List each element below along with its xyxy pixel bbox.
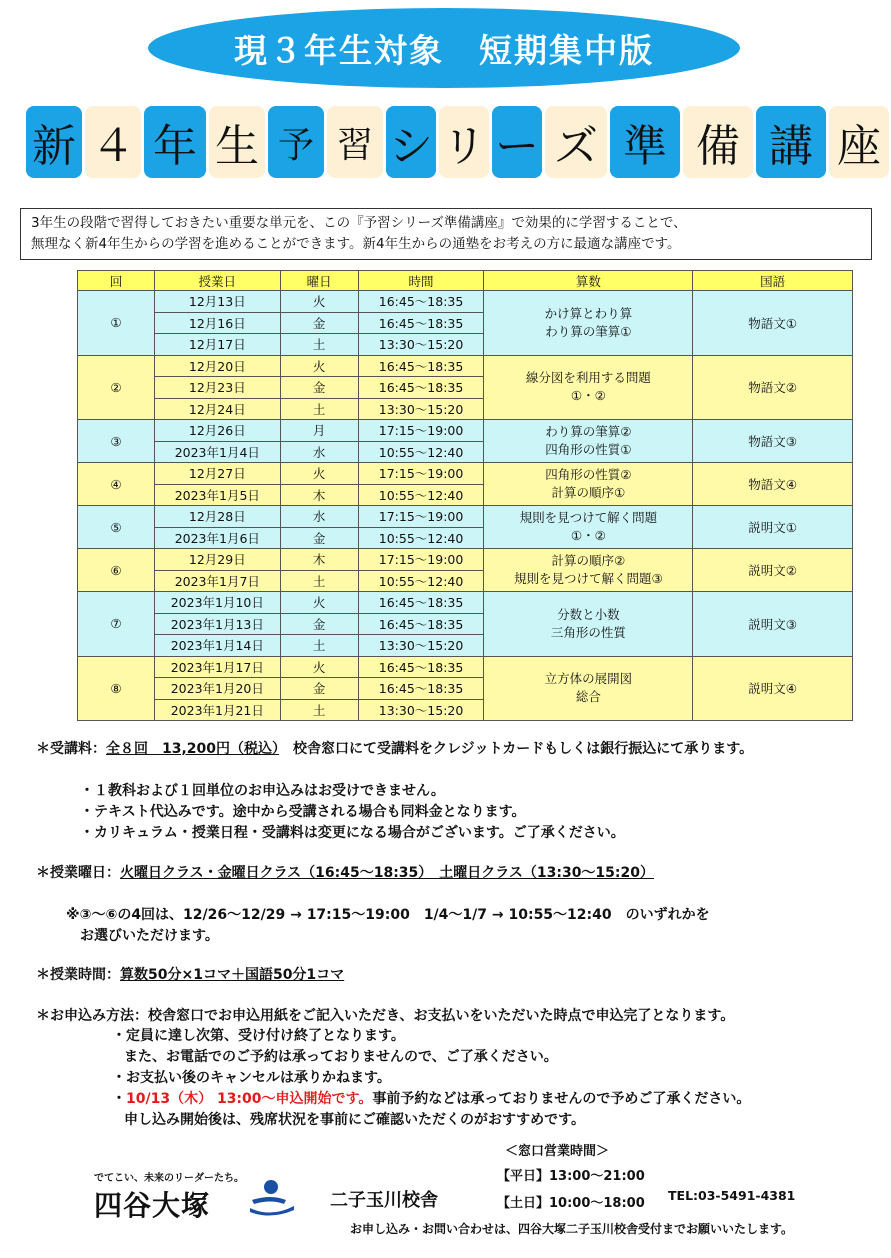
time-line — [36, 964, 344, 984]
title-char-tile: 備 — [683, 106, 753, 178]
days-value: 火曜日クラス・金曜日クラス（16:45～18:35） 土曜日クラス（13:30～15:20） — [120, 865, 654, 881]
session-number: ⑧ — [78, 656, 155, 721]
cell-weekday: 土 — [280, 699, 358, 721]
header-cell: 国語 — [693, 271, 853, 291]
japanese-topic: 物語文② — [693, 355, 853, 420]
japanese-topic: 説明文③ — [693, 592, 853, 657]
cell-date: 2023年1月14日 — [154, 635, 280, 657]
cell-weekday: 土 — [280, 635, 358, 657]
apply-item: ・定員に達し次第、受け付け終了となります。 — [112, 1028, 405, 1044]
cell-time: 16:45～18:35 — [358, 312, 484, 334]
cell-date: 2023年1月21日 — [154, 699, 280, 721]
math-topic-line: かけ算とわり算 — [544, 305, 633, 321]
cell-time: 13:30～15:20 — [358, 699, 484, 721]
japanese-topic: 説明文② — [693, 549, 853, 592]
session-number: ③ — [78, 420, 155, 463]
time-value: 算数50分×1コマ＋国語50分1コマ — [120, 967, 345, 983]
cell-date: 12月26日 — [154, 420, 280, 442]
cell-date: 12月24日 — [154, 398, 280, 420]
note-item: ・１教科および１回単位のお申込みはお受けできません。 — [80, 783, 445, 799]
title-char-tile: 準 — [610, 106, 680, 178]
session-number: ⑦ — [78, 592, 155, 657]
apply-item — [112, 1088, 750, 1108]
office-hours-weekend: 【土日】10:00～18:00 — [497, 1196, 645, 1211]
cell-time: 16:45～18:35 — [358, 613, 484, 635]
cell-weekday: 火 — [280, 463, 358, 485]
cell-weekday: 月 — [280, 420, 358, 442]
cell-weekday: 木 — [280, 484, 358, 506]
cell-time: 16:45～18:35 — [358, 291, 484, 313]
title-char-tile: 習 — [327, 106, 383, 178]
header-cell: 授業日 — [154, 271, 280, 291]
math-topic-line: 計算の順序② — [551, 553, 626, 568]
math-topic-line: 線分図を利用する問題 — [525, 370, 651, 386]
time-label: ＊授業時間： — [36, 967, 120, 983]
brand-name: 四谷大塚 — [94, 1189, 211, 1222]
math-topic — [484, 592, 693, 657]
cell-time: 10:55～12:40 — [358, 484, 484, 506]
fee-rest: 校舎窓口にて受講料をクレジットカードもしくは銀行振込にて承ります。 — [279, 741, 754, 757]
days-note: お選びいただけます。 — [80, 928, 219, 944]
cell-time: 16:45～18:35 — [358, 678, 484, 700]
math-topic-line: ①・② — [570, 528, 606, 543]
math-topic-line: 規則を見つけて解く問題③ — [513, 571, 663, 586]
math-topic-line: ①・② — [570, 388, 606, 404]
math-topic-line: 四角形の性質② — [545, 467, 632, 482]
header-cell: 算数 — [484, 271, 693, 291]
apply-item-rest: 事前予約などは承っておりませんので予めご了承ください。 — [372, 1091, 751, 1107]
title-char-tile: シ — [386, 106, 436, 178]
cell-time: 16:45～18:35 — [358, 377, 484, 399]
cell-weekday: 水 — [280, 506, 358, 528]
note-item: ・テキスト代込みです。途中から受講される場合も同料金となります。 — [80, 804, 526, 820]
fee-line — [36, 738, 753, 758]
cell-weekday: 土 — [280, 334, 358, 356]
japanese-topic: 説明文① — [693, 506, 853, 549]
math-topic-line: 規則を見つけて解く問題 — [519, 510, 658, 525]
cell-time: 16:45～18:35 — [358, 656, 484, 678]
table-row — [78, 506, 853, 528]
table-row — [78, 463, 853, 485]
cell-weekday: 土 — [280, 398, 358, 420]
cell-weekday: 火 — [280, 656, 358, 678]
cell-date: 12月13日 — [154, 291, 280, 313]
days-line — [36, 862, 654, 882]
math-topic-line: わり算の筆算② — [545, 424, 632, 439]
cell-date: 12月20日 — [154, 355, 280, 377]
apply-line: ＊お申込み方法：校舎窓口でお申込用紙をご記入いただき、お支払いをいただいた時点で申込完了となります。 — [36, 1008, 735, 1024]
days-label: ＊授業曜日： — [36, 865, 120, 881]
header-cell: 回 — [78, 271, 155, 291]
course-title — [26, 106, 881, 178]
cell-date: 12月29日 — [154, 549, 280, 571]
japanese-topic: 物語文① — [693, 291, 853, 356]
cell-weekday: 木 — [280, 549, 358, 571]
title-char-tile: ４ — [85, 106, 141, 178]
session-number: ① — [78, 291, 155, 356]
office-hours-weekday: 【平日】13:00～21:00 — [497, 1169, 645, 1184]
cell-time: 16:45～18:35 — [358, 355, 484, 377]
apply-item: ・お支払い後のキャンセルは承りかねます。 — [112, 1070, 391, 1086]
title-char-tile: ー — [492, 106, 542, 178]
table-row — [78, 592, 853, 614]
table-row — [78, 656, 853, 678]
title-char-tile: 講 — [756, 106, 826, 178]
cell-date: 2023年1月10日 — [154, 592, 280, 614]
cell-time: 17:15～19:00 — [358, 549, 484, 571]
title-char-tile: 生 — [209, 106, 265, 178]
cell-time: 16:45～18:35 — [358, 592, 484, 614]
math-topic — [484, 463, 693, 506]
session-number: ⑥ — [78, 549, 155, 592]
math-topic — [484, 420, 693, 463]
header-cell: 曜日 — [280, 271, 358, 291]
title-char-tile: 新 — [26, 106, 82, 178]
note-item: ・カリキュラム・授業日程・受講料は変更になる場合がございます。ご了承ください。 — [80, 825, 625, 841]
title-char-tile: 年 — [144, 106, 206, 178]
fee-label: ＊受講料： — [36, 741, 106, 757]
title-char-tile: ズ — [545, 106, 607, 178]
cell-time: 13:30～15:20 — [358, 635, 484, 657]
cell-date: 12月23日 — [154, 377, 280, 399]
cell-weekday: 金 — [280, 377, 358, 399]
office-hours — [497, 1140, 645, 1211]
telephone: TEL:03-5491-4381 — [668, 1188, 796, 1203]
intro-box — [20, 208, 872, 260]
math-topic — [484, 549, 693, 592]
session-number: ④ — [78, 463, 155, 506]
cell-date: 12月16日 — [154, 312, 280, 334]
days-note: ※③～⑥の4回は、12/26～12/29 → 17:15～19:00 1/4～1/7 → 10:55～12:40 のいずれかを — [66, 907, 710, 923]
cell-date: 12月17日 — [154, 334, 280, 356]
math-topic-line: 四角形の性質① — [545, 442, 632, 457]
math-topic-line: 三角形の性質 — [550, 624, 626, 640]
cell-weekday: 土 — [280, 570, 358, 592]
cell-time: 17:15～19:00 — [358, 463, 484, 485]
cell-date: 2023年1月13日 — [154, 613, 280, 635]
bullet: ・ — [112, 1091, 126, 1107]
math-topic — [484, 291, 693, 356]
cell-date: 2023年1月6日 — [154, 527, 280, 549]
math-topic — [484, 355, 693, 420]
apply-item: 申し込み開始後は、残席状況を事前にご確認いただくのがおすすめです。 — [124, 1112, 586, 1128]
math-topic-line: 立方体の展開図 — [544, 671, 633, 687]
apply-item: また、お電話でのご予約は承っておりませんので、ご了承ください。 — [124, 1049, 558, 1065]
school-name: 二子玉川校舎 — [330, 1190, 438, 1211]
cell-time: 10:55～12:40 — [358, 570, 484, 592]
cell-date: 2023年1月4日 — [154, 441, 280, 463]
cell-weekday: 金 — [280, 312, 358, 334]
cell-date: 2023年1月5日 — [154, 484, 280, 506]
cell-time: 17:15～19:00 — [358, 420, 484, 442]
cell-weekday: 金 — [280, 678, 358, 700]
fee-value: 全８回 13,200円（税込） — [106, 741, 280, 757]
table-row — [78, 420, 853, 442]
table-header-row — [78, 271, 853, 291]
japanese-topic: 物語文③ — [693, 420, 853, 463]
cell-time: 13:30～15:20 — [358, 398, 484, 420]
brand-logo-icon — [246, 1178, 296, 1216]
table-row — [78, 291, 853, 313]
office-hours-title: ＜窓口営業時間＞ — [505, 1144, 610, 1159]
japanese-topic: 説明文④ — [693, 656, 853, 721]
title-char-tile: 予 — [268, 106, 324, 178]
math-topic-line: 分数と小数 — [557, 606, 620, 622]
apply-start-date: 10/13（木） 13:00～申込開始です。 — [126, 1091, 373, 1107]
cell-time: 10:55～12:40 — [358, 527, 484, 549]
cell-time: 13:30～15:20 — [358, 334, 484, 356]
cell-weekday: 火 — [280, 355, 358, 377]
math-topic-line: 計算の順序① — [551, 485, 626, 500]
cell-date: 2023年1月20日 — [154, 678, 280, 700]
cell-date: 12月28日 — [154, 506, 280, 528]
header-banner: 現３年生対象 短期集中版 — [148, 8, 740, 88]
header-cell: 時間 — [358, 271, 484, 291]
session-number: ⑤ — [78, 506, 155, 549]
cell-time: 10:55～12:40 — [358, 441, 484, 463]
cell-date: 2023年1月7日 — [154, 570, 280, 592]
cell-time: 17:15～19:00 — [358, 506, 484, 528]
title-char-tile: 座 — [829, 106, 889, 178]
table-row — [78, 355, 853, 377]
intro-line: 3年生の段階で習得しておきたい重要な単元を、この『予習シリーズ準備講座』で効果的に学習することで、 — [31, 215, 687, 231]
intro-line: 無理なく新4年生からの学習を進めることができます。新4年生からの通塾をお考えの方に最適な講座です。 — [31, 236, 681, 252]
math-topic-line: わり算の筆算① — [545, 323, 632, 339]
cell-weekday: 金 — [280, 613, 358, 635]
title-char-tile: リ — [439, 106, 489, 178]
tagline: でてこい、未来のリーダーたち。 — [94, 1173, 244, 1184]
cell-date: 2023年1月17日 — [154, 656, 280, 678]
schedule-table — [77, 270, 853, 721]
table-row — [78, 549, 853, 571]
math-topic — [484, 506, 693, 549]
cell-weekday: 火 — [280, 291, 358, 313]
cell-weekday: 金 — [280, 527, 358, 549]
math-topic-line: 総合 — [575, 689, 601, 705]
math-topic — [484, 656, 693, 721]
session-number: ② — [78, 355, 155, 420]
japanese-topic: 物語文④ — [693, 463, 853, 506]
contact-note: お申し込み・お問い合わせは、四谷大塚二子玉川校舎受付までお願いいたします。 — [350, 1222, 794, 1236]
cell-weekday: 水 — [280, 441, 358, 463]
cell-date: 12月27日 — [154, 463, 280, 485]
cell-weekday: 火 — [280, 592, 358, 614]
